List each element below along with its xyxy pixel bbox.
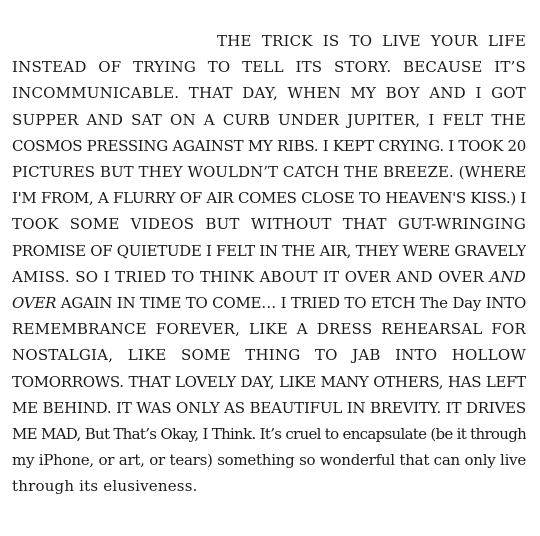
text-line-17: my iPhone, or art, or tears) something so wonderful that can only live	[12, 451, 526, 470]
text-line-9: PROMISE OF QUIETUDE I FELT IN THE AIR, THEY WERE GRAVELY	[12, 241, 526, 260]
text-line-5: COSMOS PRESSING AGAINST MY RIBS. I KEPT CRYING. I TOOK 20	[12, 136, 526, 155]
text-line-3: INCOMMUNICABLE. THAT DAY, WHEN MY BOY AND I GOT	[12, 84, 526, 103]
text-line-10	[12, 264, 526, 290]
text-line-12: REMEMBRANCE FOREVER, LIKE A DRESS REHEARSAL FOR	[12, 320, 526, 339]
italic-and: AND	[489, 267, 526, 286]
text-line-15: ME BEHIND. IT WAS ONLY AS BEAUTIFUL IN BREVITY. IT DRIVES	[12, 398, 526, 417]
italic-over: OVER	[12, 294, 57, 313]
text-line-6: PICTURES BUT THEY WOULDN’T CATCH THE BREEZE. (WHERE	[12, 163, 526, 182]
text-line-16: ME MAD, But That’s Okay, I Think. It’s cruel to encapsulate (be it through	[12, 425, 526, 444]
text-line-1	[12, 28, 526, 54]
text-line-13: NOSTALGIA, LIKE SOME THING TO JAB INTO HOLLOW	[12, 346, 526, 365]
text-line-14: TOMORROWS. THAT LOVELY DAY, LIKE MANY OTHERS, HAS LEFT	[12, 372, 526, 391]
text-line-8: TOOK SOME VIDEOS BUT WITHOUT THAT GUT-WRINGING	[12, 215, 526, 234]
text-line-4: SUPPER AND SAT ON A CURB UNDER JUPITER, I FELT THE	[12, 110, 526, 129]
prose-paragraph	[12, 28, 526, 500]
text-line-1-content: THE TRICK IS TO LIVE YOUR LIFE	[217, 32, 526, 50]
text-line-11	[12, 290, 526, 316]
text-line-7: I'M FROM, A FLURRY OF AIR COMES CLOSE TO HEAVEN'S KISS.) I	[12, 189, 526, 208]
text-line-11-content: AGAIN IN TIME TO COME… I TRIED TO ETCH The Day INTO	[60, 294, 526, 313]
text-line-18: through its elusiveness.	[12, 477, 198, 496]
text-line-2: INSTEAD OF TRYING TO TELL ITS STORY. BECAUSE IT’S	[12, 58, 526, 77]
text-line-10-content: AMISS. SO I TRIED TO THINK ABOUT IT OVER AND OVER	[12, 267, 484, 286]
